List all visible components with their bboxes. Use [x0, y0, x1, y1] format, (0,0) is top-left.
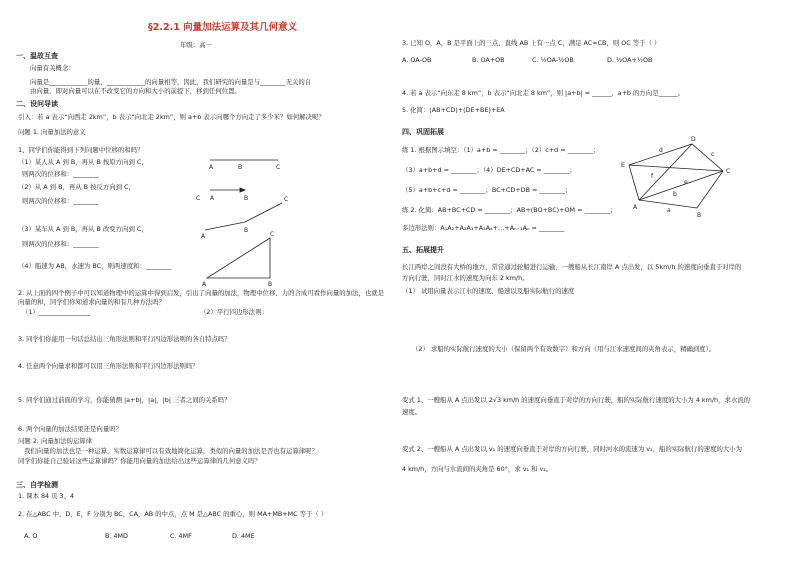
- label-b-vec: b: [673, 191, 677, 198]
- section-3-heading: 三、自学检测: [16, 481, 58, 489]
- fig2-label-a: A: [210, 195, 215, 202]
- q1-4-text: （4）船速为 AB，水速为 BC，则两速度和：________: [18, 262, 172, 270]
- fig2-label-c: C: [196, 195, 201, 202]
- exercise-2-option-a: A. O: [24, 532, 38, 540]
- problem-2-heading: 问题 2. 向量加法的运算律: [18, 437, 93, 445]
- exercise-2: 2. 在△ABC 中，D，E，F 分别为 BC，CA，AB 的中点，点 M 是△ABC 的重心，则 MA+MB+MC 等于（ ）: [18, 510, 328, 518]
- intro-question: 引入：若 a 表示“向西走 2km”，b 表示“向北走 2km”，则 a+b 表示向哪个方向走了多少米？如何解决呢？: [18, 113, 325, 121]
- page-title: §2.2.1 向量加法运算及其几何意义: [148, 22, 298, 33]
- variant-2-b: 4 km/h，方向与水流间的夹角是 60°，求 v₁ 和 v₂。: [402, 465, 553, 473]
- q5-text: 5. 同学们通过前面的学习，你能猜测 |a+b|，|a|，|b| 三者之间的关系吗？: [18, 396, 231, 404]
- section-4-heading: 四、巩固拓展: [402, 128, 444, 136]
- label-e: E: [621, 162, 625, 169]
- exercise-2-option-c: C. 4MF: [170, 532, 192, 540]
- diagonal-e-c: [629, 165, 723, 171]
- exercise-5: 5. 化简：(AB+CD)+(DE+BE)+EA: [402, 106, 505, 114]
- section-5-heading: 五、拓展提升: [402, 246, 444, 254]
- s1-line-a: 向量有关概念：: [30, 64, 75, 72]
- variant-1: 变式 1、一艘船从 A 点出发以 2√3 km/h 的速度向垂直于对岸的方向行驶，船的实际航行速度的大小为 4 km/h，求水流的: [402, 396, 751, 404]
- label-c-vec: c: [711, 151, 715, 158]
- q2-text-b: 向量的和，同学们你知道求向量的和有几种方法吗？: [18, 298, 165, 306]
- fig3-path: [205, 203, 282, 230]
- exercise-2-option-d: D. 4ME: [232, 532, 255, 540]
- variant-2: 变式 2、一艘船从 A 点出发以 v₁ 的速度向垂直于对岸的方向行驶，同时河水的流速为 v₂，船的实际航行的速度的大小为: [402, 445, 743, 453]
- label-d: D: [691, 136, 696, 143]
- practice-2: 练 2. 化简：AB+BC+CD = ________；AB+(BO+BC)+OM = ________；: [402, 206, 617, 214]
- extension-text-b: 方向行驶，同时江水的速度为向东 2 km/h。: [402, 274, 529, 282]
- label-f: f: [651, 173, 654, 180]
- q2-method-2: （2）平行四边形法则：: [200, 308, 268, 316]
- variant-1-b: 速度。: [402, 408, 422, 416]
- practice-1-items-3-4: （3）a+b+d = ________；（4）DE+CD+AC = ________；: [402, 166, 576, 174]
- q1-text: 1、同学们你能得到下列问题中位移的和吗？: [18, 146, 144, 154]
- label-d-vec: d: [659, 147, 663, 154]
- section-1-heading: 一、温故互查: [16, 52, 58, 60]
- fig3-label-a: A: [201, 233, 206, 240]
- exercise-3: 3. 已知 O，A，B 是平面上的三点，直线 AB 上有一点 C，满足 AC=CB，则 OC 等于（ ）: [402, 39, 661, 47]
- q1-2-text: （2）从 A 到 B，再从 B 按反方向到 C，: [18, 183, 135, 191]
- practice-1-items-5: （5）a+b+c+d = ________；BC+CD+DB = ________；: [402, 186, 572, 194]
- fig3-label-c: C: [284, 196, 289, 203]
- fig2-label-b: B: [244, 195, 249, 202]
- label-b: B: [697, 212, 702, 219]
- s1-line-c: 由向量，即对向量可以在不改变它的方向和大小的前提下，移到任何位置。: [30, 87, 241, 95]
- right-column: [397, 0, 794, 562]
- q1-1-text: （1）某人从 A 到 B，再从 B 按原方向到 C，: [18, 158, 148, 166]
- exercise-3-option-c: C. ½OA-½OB: [532, 56, 574, 64]
- fig4-label-b: B: [268, 281, 273, 288]
- extension-text: 长江两岸之间没有大桥的地方，常常通过轮船进行运输，一艘船从长江南岸 A 点出发，以 5km/h 的速度向垂直于对岸的: [402, 263, 742, 271]
- q1-3-answer: 则两次的位移和：________: [22, 240, 99, 248]
- fig1-label-c: C: [276, 164, 281, 171]
- problem-2-line-a: 我们向量的加法也是一种运算，实数运算律可以有效地简化运算，类似的向量的加法是否也有运算律呢？: [24, 447, 318, 455]
- exercise-3-option-a: A. OA-OB: [402, 56, 432, 64]
- label-e-vec: e: [684, 179, 688, 186]
- q2-method-1: （1）________________: [22, 308, 90, 316]
- fig3-label-b: B: [244, 227, 249, 234]
- fig4-label-a: A: [202, 281, 207, 288]
- q1-2-answer: 则两次的位移和：________: [22, 197, 99, 205]
- q2-text: 2. 从上面的四个例子中可以知道物理中的运算中得到启发，引出了向量的加法，物理中位移、力的合成可看作向量的加法，也就是: [18, 289, 385, 297]
- exercise-3-option-b: B. OA+OB: [472, 56, 505, 64]
- problem-1-heading: 问题 1. 向量加法的意义: [18, 128, 86, 136]
- extension-q1: （1） 试用向量表示江水的速度、船速以及船实际航行的速度: [402, 287, 575, 295]
- label-c: C: [726, 168, 731, 175]
- fig1-label-a: A: [209, 164, 214, 171]
- fig2-arrowhead: [240, 188, 245, 192]
- diagonal-a-d: [639, 144, 692, 200]
- exercise-2-option-b: B. 4MD: [105, 532, 128, 540]
- extension-q2: （2） 求船的实际航行速度的大小（保留两个有效数字）和方向（用与江水速度间的夹角表示，精确到度）。: [412, 345, 716, 353]
- label-a-vec: a: [667, 207, 671, 214]
- polygon-rule: 多边形法则：A₁A₂+A₂A₃+A₃A₄+…+Aₙ₋₁Aₙ = ________: [402, 224, 565, 232]
- displacement-figures: [0, 0, 395, 300]
- problem-2-line-b: 同学们你能自己验证这些运算律吗？你能用向量的加法给出这些运算律的几何意义吗？: [18, 457, 261, 465]
- s1-line-b: 向量是____________的量，____________的向量相等，因此，我们研究的向量是与________无关的自: [30, 78, 312, 86]
- fig1-label-b: B: [238, 164, 243, 171]
- q6-text: 6. 两个向量的加法结果还是向量吗？: [18, 425, 122, 433]
- grade-label: 年级：高一: [180, 41, 212, 49]
- q1-3-text: （3）某车从 A 到 B，再从 B 改变方向到 C，: [18, 225, 148, 233]
- q1-1-answer: 则两次的位移和：________: [22, 170, 99, 178]
- q4-text: 4. 任意两个向量求和都可以用三角形法则和平行四边形法则吗？: [18, 362, 199, 370]
- fig4-triangle: [207, 238, 270, 278]
- section-2-heading: 二、设问导读: [16, 100, 58, 108]
- vector-figure: [397, 0, 794, 240]
- label-a: A: [633, 204, 638, 211]
- practice-1: 练 1. 根据图示填空：（1）a+b = ________；（2）c+d = ________；: [402, 146, 600, 154]
- exercise-3-option-d: D. ½OA+½OB: [607, 56, 653, 64]
- left-column: [0, 0, 395, 562]
- fig4-label-c: C: [270, 231, 275, 238]
- exercise-4: 4. 若 a 表示“向东走 8 km”，b 表示“向北走 8 km”，则 |a+b| = ______，a+b 的方向是______。: [402, 89, 685, 97]
- exercise-1: 1. 课本 84 页 3、4: [18, 492, 75, 500]
- q3-text: 3. 同学们你能用一句话总结出三角形法则和平行四边形法则的各自特点吗？: [18, 335, 231, 343]
